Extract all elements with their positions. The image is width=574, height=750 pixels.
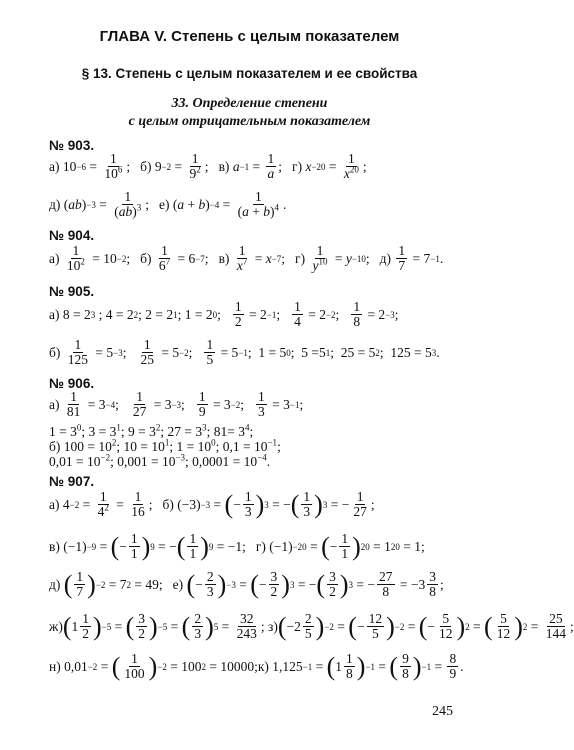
problem-907-heading: № 907. xyxy=(49,474,95,489)
problem-907-line5: н) 0,01 −2 = ( 1 100 ) −2 = 100 2 = 10000; к) 1,125 −1 = ( 1 1 8 ) −1 = ( 9 8 ) −1 = 8 9 . xyxy=(49,651,464,682)
problem-904-line1: а) 1 $10^2$ = 10 −2 ; б) 1 $6^7$ = 6 −7 ; в) 1 $x^7$ = x −7 ; г) 1 $y^{10}$ = y −10 ; д) 1 7 = 7 −1 . xyxy=(49,243,444,274)
problem-903-line1: а) 10 −6 = 1 $10^6$ ; б) 9 −2 = 1 $9^2$ ; в) a −1 = 1 a ; г) x −20 = 1 $x^{20}$ ; xyxy=(49,151,367,182)
section-title: § 13. Степень с целым показателем и ее свойства xyxy=(81,66,418,81)
problem-906-lines: $1 = 3^0$; $3 = 3^1$; $9 = 3^2$; $27 = 3^3$; $81= 3^4$; б) $100 = 10^2$; $10 = 10^1$; $1 = 10^0$; $0,1 = 10^{-1}$; $0,01 = 10^{-2}$; $0,001 = 10^{-3}$; $0,0001 = 10^{-4}$. xyxy=(49,422,281,469)
problem-903-line2: д) ( ab ) −3 = 1 (ab)$^3$ ; е) ( a + b ) −4 = 1 $(a + b)^4$ . xyxy=(49,189,287,220)
problem-907-line3: д) ( 1 7 ) −2 = 7 2 = 49; е) ( − 2 3 ) −3 = ( − 3 2 ) 3 = − ( 3 2 ) 3 = − 27 8 = −3 3 8 ; xyxy=(49,569,444,600)
problem-905-line2: б) 1 125 = 5 −3 ; 1 25 = 5 −2 ; 1 5 = 5 −1 ; 1 = 5 0 ; 5 =5 1 ; 25 = 5 2 ; 125 = 5 3 . xyxy=(49,337,440,368)
problem-905-heading: № 905. xyxy=(49,284,95,299)
problem-907-line1: а) 4 −2 = 1 $4^2$ = 1 16 ; б) (−3) −3 = ( − 1 3 ) 3 = − ( 1 3 ) 3 = − 1 27 ; xyxy=(49,489,375,520)
chapter-title: ГЛАВА V. Степень с целым показателем xyxy=(99,28,400,45)
topic-title-line1: 33. Определение степени xyxy=(171,96,328,111)
topic-title-line2: с целым отрицательным показателем xyxy=(128,114,371,129)
problem-906-line1: а) 1 81 = 3 −4 ; 1 27 = 3 −3 ; 1 9 = 3 −2 ; 1 3 = 3 −1 ; xyxy=(49,389,304,420)
problem-905-line1: а) 8 = 2 3 ; 4 = 2 2 ; 2 = 2 1 ; 1 = 2 0 ; 1 2 = 2 −1 ; 1 4 = 2 −2 ; 1 8 = 2 −3 ; xyxy=(49,299,399,330)
page-number: 245 xyxy=(432,704,453,719)
problem-904-heading: № 904. xyxy=(49,228,95,243)
problem-907-line4: ж) ( 1 1 2 ) −5 = ( 3 2 ) −5 = ( 2 3 ) 5 = 32 243 ; з) ( −2 2 5 ) −2 = ( − 12 5 ) −2 = ( − 5 12 ) 2 = ( 5 12 ) 2 = 25 144 ; xyxy=(49,611,574,642)
problem-907-line2: в) (−1) −9 = ( − 1 1 ) 9 = − ( 1 1 ) 9 = −1; г) (−1) −20 = ( − 1 1 ) 20 = 1 20 = 1; xyxy=(49,531,425,562)
problem-906-heading: № 906. xyxy=(49,376,95,391)
problem-903-heading: № 903. xyxy=(49,138,95,153)
